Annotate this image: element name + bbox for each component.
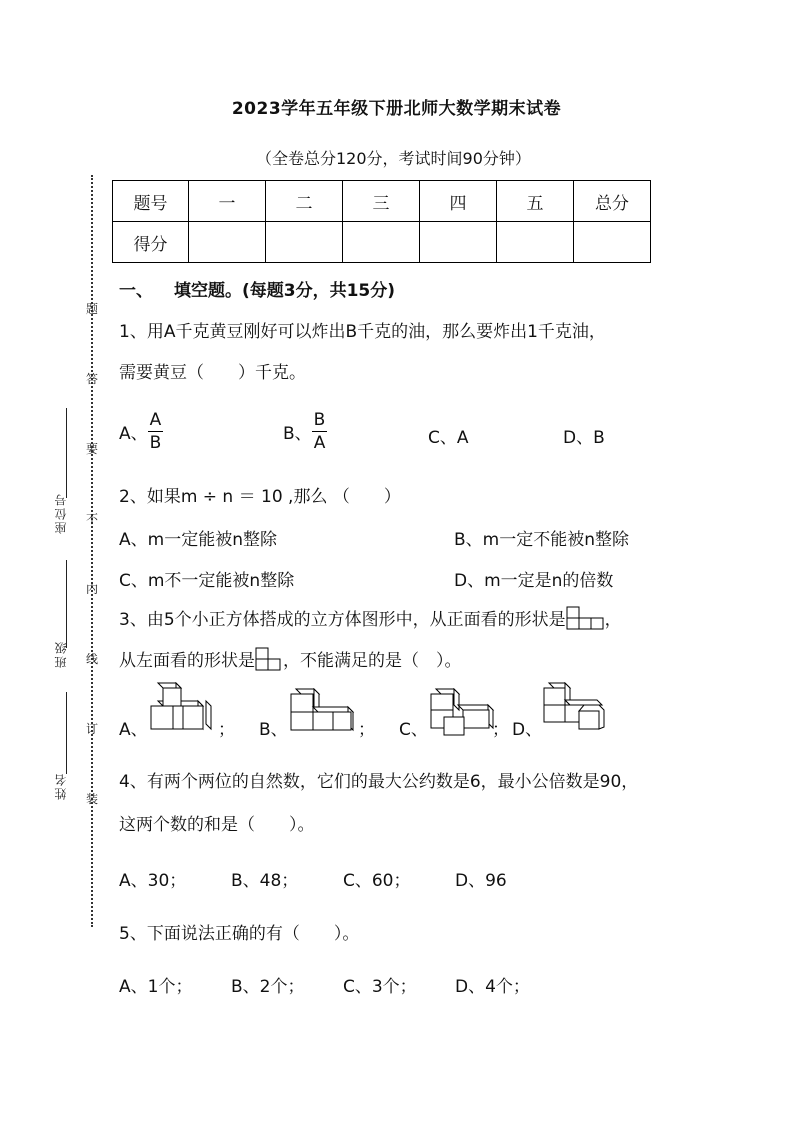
q3-stem-comma: ， [604,610,622,630]
score-cell[interactable] [189,222,266,263]
q3-option-a-label[interactable]: A、 [119,720,148,740]
denominator: B [149,432,162,453]
q3-separator: ； [492,720,509,740]
denominator: A [313,432,326,453]
score-cell[interactable] [266,222,343,263]
q3-option-c-cubes-icon[interactable] [430,688,496,736]
q3-option-a-cubes-icon[interactable] [150,682,220,732]
question-3-stem-cont [119,641,462,671]
q3-stem-text: 从左面看的形状是 [119,651,255,671]
margin-warning-char: 装 [86,792,99,806]
q3-stem-text: 3、由5个小正方体搭成的立方体图形中，从正面看的形状是 [119,610,566,630]
score-table-header-row [113,181,651,222]
question-4-stem: 4、有两个两位的自然数，它们的最大公约数是6，最小公倍数是90， [119,772,639,792]
name-label: 姓名 [54,772,68,800]
class-line [66,560,67,648]
question-1-stem: 1、用A千克黄豆刚好可以炸出B千克的油，那么要炸出1千克油， [119,322,606,342]
score-cell[interactable] [574,222,651,263]
q4-option-a[interactable]: A、30； [119,871,187,891]
question-4-stem-cont: 这两个数的和是（ ）。 [119,815,315,835]
left-view-icon [255,647,283,671]
q2-option-d[interactable]: D、m一定是n的倍数 [454,571,614,591]
question-5-stem: 5、下面说法正确的有（ ）。 [119,924,360,944]
q4-option-d[interactable]: D、96 [455,871,507,891]
margin-warning-char: 要 [86,442,99,456]
q3-option-b-label[interactable]: B、 [259,720,288,740]
header-cell: 五 [497,181,574,222]
header-cell: 总分 [574,181,651,222]
score-table-score-row [113,222,651,263]
q3-option-d-cubes-icon[interactable] [543,682,607,732]
q1-option-b[interactable] [283,404,327,458]
q2-option-a[interactable]: A、m一定能被n整除 [119,530,277,550]
margin-warning-char: 答 [86,372,99,386]
q3-stem-text: ，不能满足的是（ ）。 [283,651,462,671]
header-cell: 一 [189,181,266,222]
section-number: 一、 [119,281,153,301]
score-table [112,180,651,263]
q3-option-c-label[interactable]: C、 [399,720,428,740]
question-3-stem [119,600,622,630]
name-line [66,692,67,774]
option-prefix: B、 [283,423,312,444]
q5-option-b[interactable]: B、2个； [231,977,305,997]
section-heading: 填空题。(每题3分，共15分) [174,281,396,301]
seat-number-label: 座位号 [54,492,68,534]
score-cell[interactable] [343,222,420,263]
class-label: 班级 [54,640,68,668]
q5-option-a[interactable]: A、1个； [119,977,193,997]
score-row-label: 得分 [113,222,189,263]
margin-warning-char: 内 [86,582,99,596]
exam-info: （全卷总分120分，考试时间90分钟） [256,149,531,168]
header-cell: 三 [343,181,420,222]
margin-warning-char: 不 [86,512,99,526]
q1-option-c[interactable]: C、A [428,428,469,448]
score-cell[interactable] [497,222,574,263]
q3-separator: ； [218,720,235,740]
question-1-stem-cont: 需要黄豆（ ）千克。 [119,363,306,383]
score-cell[interactable] [420,222,497,263]
margin-warning-char: 题 [86,302,99,316]
margin-warning-char: 线 [86,652,99,666]
q2-option-b[interactable]: B、m一定不能被n整除 [454,530,629,550]
q5-option-c[interactable]: C、3个； [343,977,417,997]
fraction [148,409,164,454]
question-2-stem: 2、如果m ÷ n ＝ 10 ,那么 （ ） [119,487,401,507]
q3-option-b-cubes-icon[interactable] [290,688,360,732]
q2-option-c[interactable]: C、m不一定能被n整除 [119,571,295,591]
q5-option-d[interactable]: D、4个； [455,977,530,997]
margin-warning-char: 订 [86,722,99,736]
q1-option-a[interactable] [119,404,163,458]
q3-option-d-label[interactable]: D、 [512,720,543,740]
q4-option-c[interactable]: C、60； [343,871,411,891]
header-cell: 二 [266,181,343,222]
q1-option-d[interactable]: D、B [563,428,605,448]
numerator: B [313,409,326,430]
page-title: 2023学年五年级下册北师大数学期末试卷 [231,99,562,119]
header-cell: 题号 [113,181,189,222]
numerator: A [148,409,164,432]
q4-option-b[interactable]: B、48； [231,871,299,891]
header-cell: 四 [420,181,497,222]
front-view-icon [566,606,605,630]
option-prefix: A、 [119,423,148,444]
q3-separator: ； [358,720,375,740]
seat-number-line [66,408,67,498]
fraction [312,409,328,454]
binding-dotted-line [91,175,93,927]
